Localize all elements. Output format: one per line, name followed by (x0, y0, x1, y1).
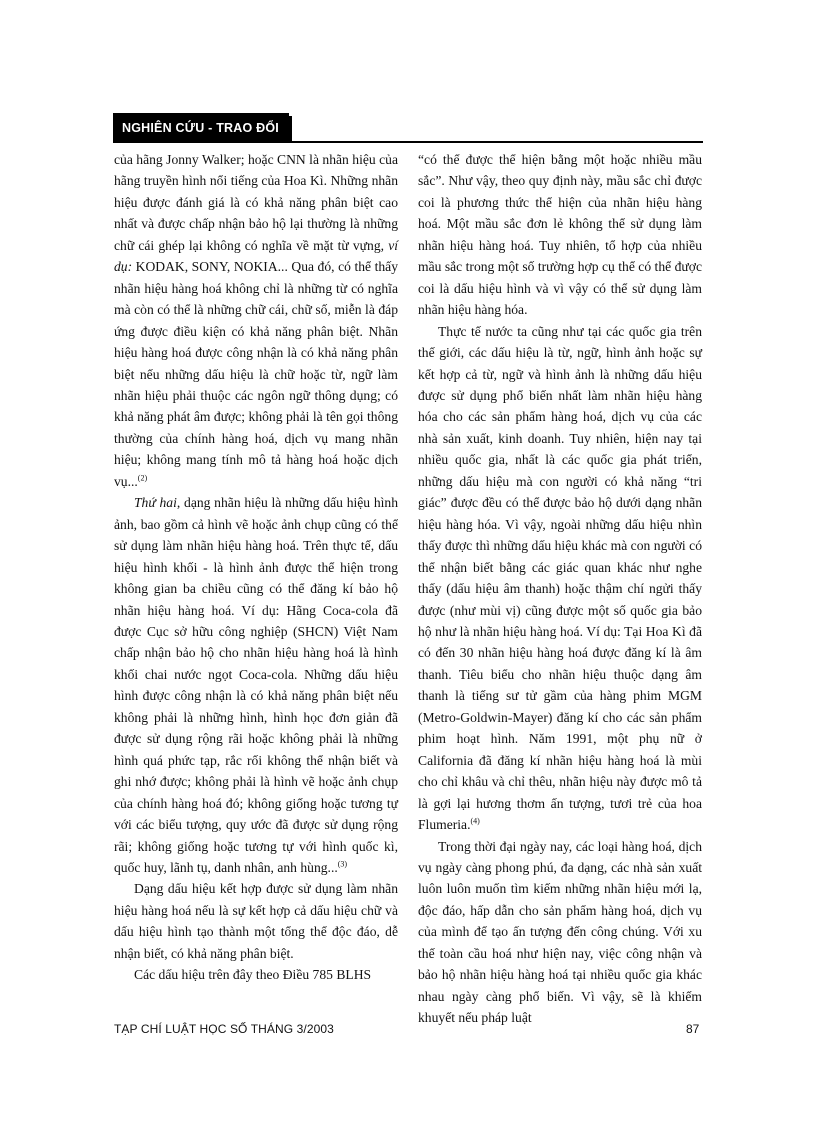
italic-text: Thứ hai (134, 495, 177, 511)
header-rule (113, 141, 703, 143)
paragraph-text: Trong thời đại ngày nay, các loại hàng hoá, dịch vụ ngày càng phong phú, đa dạng, các nhà sản xuất luôn luôn muốn tìm kiếm những nhãn hiệu mới lạ, độc đáo, hấp dẫn cho sản phẩm hàng hoá, dịch vụ của mình để tạo ấn tượng đến công chúng. Với xu thế toàn cầu hoá như hiện nay, việc công nhận và bảo hộ nhãn hiệu hàng hoá tại nhiều quốc gia khác nhau ngày càng phổ biến. Vì vậy, sẽ là khiếm khuyết nếu pháp luật (418, 838, 702, 1026)
right-column (418, 149, 702, 1029)
footnote-ref: (4) (470, 816, 480, 826)
paragraph (114, 878, 398, 964)
paragraph (114, 964, 398, 985)
paragraph-text: của hãng Jonny Walker; hoặc CNN là nhãn hiệu của hãng truyền hình nổi tiếng của Hoa Kì. Những nhãn hiệu được đánh giá là có khả năng phân biệt cao nhất và được chấp nhận bảo hộ lại thường là những chữ cái ghép lại không có nghĩa về mặt từ vựng, (114, 152, 398, 253)
section-label: NGHIÊN CỨU - TRAO ĐỔI (122, 121, 279, 135)
paragraph-text: Thực tế nước ta cũng như tại các quốc gia trên thế giới, các dấu hiệu là từ, ngữ, hình ảnh hoặc sự kết hợp cả từ, ngữ và hình ảnh là những dấu hiệu được sử dụng phổ biến nhất làm nhãn hiệu hàng hóa cho các sản phẩm hàng hoá, dịch vụ của các nhà sản xuất, kinh doanh. Tuy nhiên, hiện nay tại nhiều quốc gia, nhất là các quốc gia phát triển, những dấu hiệu mà con người có khả năng “tri giác” được đều có thể được bảo hộ dưới dạng nhãn hiệu hàng hóa. Vì vậy, ngoài những dấu hiệu nhìn thấy được thì những dấu hiệu khác mà con người có thể nhận biết bằng các giác quan khác như nghe thấy (dấu hiệu âm thanh) hoặc thậm chí ngửi thấy được (như mùi vị) cũng được một số quốc gia bảo hộ như là nhãn hiệu hàng hoá. Ví dụ: Tại Hoa Kì đã có đến 30 nhãn hiệu hàng hoá được đăng kí là âm thanh. Tiêu biểu cho nhãn hiệu thuộc dạng âm thanh là tiếng sư tử gầm của hàng phim MGM (Metro-Goldwin-Mayer) đăng kí cho các sản phẩm phim hoạt hình. Năm 1991, một phụ nữ ở California đã đăng kí nhãn hiệu hàng hoá là mùi cho chỉ khâu và chỉ thêu, nhãn hiệu này được mô tả là gợi lại hương thơm ấn tượng, tươi trẻ của hoa Flumeria. (418, 323, 702, 833)
footnote-ref: (2) (137, 473, 148, 483)
paragraph (114, 492, 398, 878)
paragraph (418, 149, 702, 321)
section-tag-shadow (289, 116, 292, 143)
paragraph-text: , dạng nhãn hiệu là những dấu hiệu hình ảnh, bao gồm cả hình vẽ hoặc ảnh chụp cũng có thể sử dụng làm nhãn hiệu hàng hoá. Trên thực tế, dấu hiệu hình khối - là hình ảnh được thể hiện trong không gian ba chiều cũng có thể đăng kí bảo hộ nhãn hiệu hàng hoá. Ví dụ: Hãng Coca-cola đã được Cục sở hữu công nghiệp (SHCN) Việt Nam chấp nhận bảo hộ cho nhãn hiệu hàng hoá là hình khối chai nước ngọt Coca-cola. Những dấu hiệu hình được công nhận là có khả năng phân biệt nếu không phải là những hình, hình học đơn giản đã được sử dụng rộng rãi hoặc không phải là những hình quá phức tạp, rắc rối không thể nhận biết và ghi nhớ được; không phải là hình vẽ hoặc ảnh chụp của chính hàng hoá đó; không giống hoặc tương tự với các biểu tượng, quy ước đã được sử dụng rộng rãi; không giống hoặc tương tự với hình quốc kì, quốc huy, lãnh tụ, danh nhân, anh hùng... (114, 495, 399, 875)
paragraph-text: KODAK, SONY, NOKIA... Qua đó, có thể thấy nhãn hiệu hàng hoá không chỉ là những từ có nghĩa mà còn có thể là những chữ cái, chữ số, miễn là đáp ứng được điều kiện có khả năng phân biệt. Nhãn hiệu hàng hoá được công nhận là có khả năng phân biệt nếu những dấu hiệu là chữ hoặc từ, ngữ làm nhãn hiệu phải thuộc các ngôn ngữ thông dụng; có khả năng phát âm được; không phải là tên gọi thông thường của chính hàng hoá, dịch vụ mang nhãn hiệu; không mang tính mô tả hàng hoá hoặc dịch vụ... (114, 259, 398, 489)
left-column (114, 149, 398, 986)
paragraph (114, 149, 398, 492)
paragraph-text: Các dấu hiệu trên đây theo Điều 785 BLHS (134, 967, 372, 983)
paragraph-text: “có thể được thể hiện bằng một hoặc nhiều mầu sắc”. Như vậy, theo quy định này, mầu sắc chỉ được coi là phương thức thể hiện của nhãn hiệu hàng hoá. Một mầu sắc đơn lẻ không thể sử dụng làm nhãn hiệu hàng hoá. Tuy nhiên, tổ hợp của nhiều mầu sắc trong một số trường hợp cụ thể có thể được coi là dấu hiệu hình và vì vậy có thể sử dụng làm nhãn hiệu hàng hóa. (418, 152, 702, 318)
paragraph-text: Dạng dấu hiệu kết hợp được sử dụng làm nhãn hiệu hàng hoá nếu là sự kết hợp cả dấu hiệu chữ và dấu hiệu hình tạo thành một tổng thể độc đáo, dễ nhận biết, có khả năng phân biệt. (114, 881, 398, 961)
section-tag (113, 113, 289, 143)
paragraph (418, 836, 702, 1029)
footnote-ref: (3) (337, 859, 348, 869)
italic-text: ví dụ: (114, 237, 398, 275)
paragraph (418, 321, 702, 836)
page-number: 87 (686, 1022, 700, 1036)
journal-footer: TẠP CHÍ LUẬT HỌC SỐ THÁNG 3/2003 (114, 1022, 334, 1036)
